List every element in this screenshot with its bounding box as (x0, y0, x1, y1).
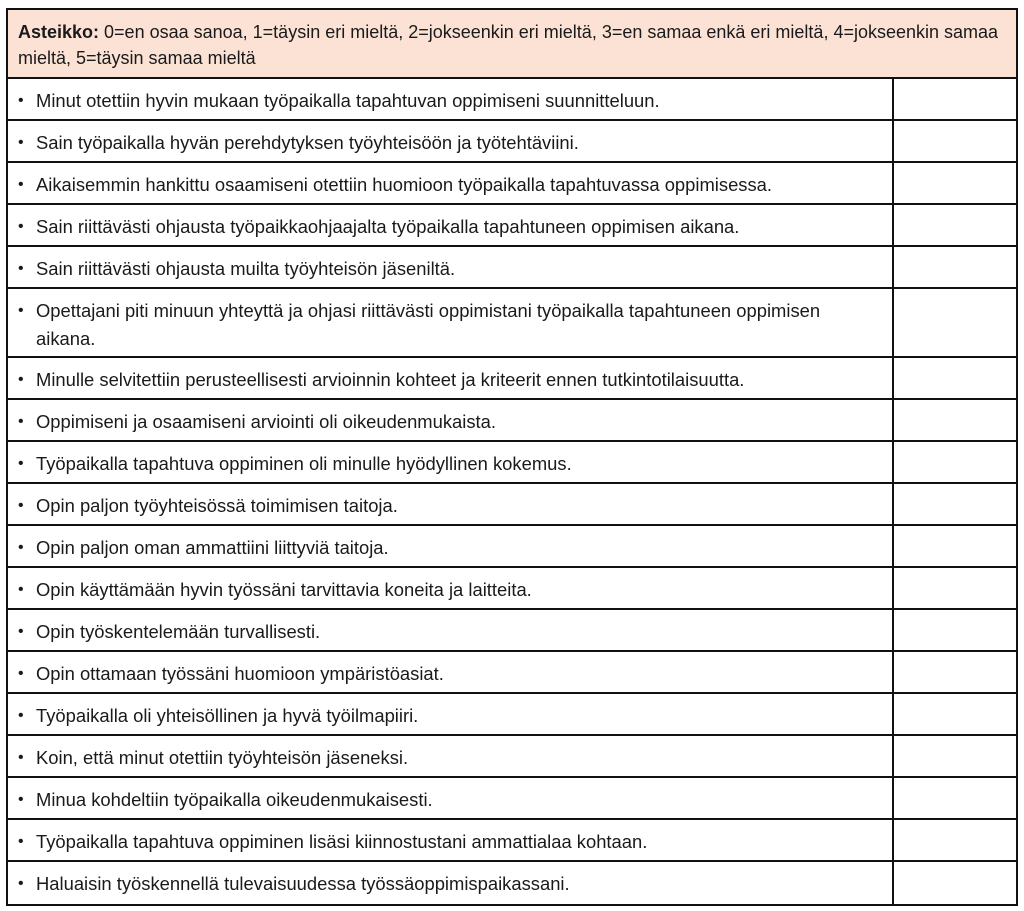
answer-cell[interactable] (894, 736, 1016, 776)
statement-row (8, 400, 1016, 442)
statement-cell (8, 358, 894, 398)
statement-cell (8, 862, 894, 904)
statement-cell (8, 400, 894, 440)
bullet: • (18, 455, 24, 472)
bullet: • (18, 371, 24, 388)
bullet: • (18, 413, 24, 430)
statement-cell (8, 610, 894, 650)
statement-text: Opin paljon työyhteisössä toimimisen taitoja. (36, 495, 398, 516)
statement-text: Koin, että minut otettiin työyhteisön jäseneksi. (36, 747, 409, 768)
answer-cell[interactable] (894, 610, 1016, 650)
bullet: • (18, 539, 24, 556)
bullet: • (18, 875, 24, 892)
statement-cell (8, 484, 894, 524)
statement-row (8, 358, 1016, 400)
statement-text: Sain riittävästi ohjausta muilta työyhteisön jäseniltä. (36, 258, 456, 279)
statement-cell (8, 121, 894, 161)
survey-table (6, 8, 1018, 906)
statement-row (8, 526, 1016, 568)
statement-text: Opin käyttämään hyvin työssäni tarvittavia koneita ja laitteita. (36, 579, 532, 600)
bullet: • (18, 581, 24, 598)
answer-cell[interactable] (894, 484, 1016, 524)
statement-text: Opin paljon oman ammattiini liittyviä taitoja. (36, 537, 389, 558)
statement-row (8, 694, 1016, 736)
bullet: • (18, 218, 24, 235)
statement-text: Sain työpaikalla hyvän perehdytyksen työyhteisöön ja työtehtäviini. (36, 132, 579, 153)
statement-text: Minua kohdeltiin työpaikalla oikeudenmukaisesti. (36, 789, 433, 810)
statement-text: Työpaikalla tapahtuva oppiminen lisäsi kiinnostustani ammattialaa kohtaan. (36, 831, 648, 852)
statement-cell (8, 205, 894, 245)
statement-row (8, 610, 1016, 652)
bullet: • (18, 497, 24, 514)
answer-cell[interactable] (894, 205, 1016, 245)
statement-text: Opin työskentelemään turvallisesti. (36, 621, 321, 642)
statement-row (8, 163, 1016, 205)
answer-cell[interactable] (894, 526, 1016, 566)
statement-cell (8, 163, 894, 203)
answer-cell[interactable] (894, 358, 1016, 398)
bullet: • (18, 176, 24, 193)
statement-row (8, 247, 1016, 289)
statement-text: Sain riittävästi ohjausta työpaikkaohjaajalta työpaikalla tapahtuneen oppimisen aikana. (36, 216, 740, 237)
statement-cell (8, 736, 894, 776)
statement-cell (8, 79, 894, 119)
statement-text: Opettajani piti minuun yhteyttä ja ohjasi riittävästi oppimistani työpaikalla tapahtuneen oppimisen aikana. (36, 300, 821, 349)
statement-row (8, 568, 1016, 610)
statement-cell (8, 247, 894, 287)
bullet: • (18, 749, 24, 766)
scale-label: Asteikko: (18, 22, 100, 42)
statement-cell (8, 289, 894, 356)
answer-cell[interactable] (894, 247, 1016, 287)
answer-cell[interactable] (894, 442, 1016, 482)
bullet: • (18, 623, 24, 640)
statement-row (8, 736, 1016, 778)
statement-row (8, 778, 1016, 820)
statement-row (8, 442, 1016, 484)
answer-cell[interactable] (894, 568, 1016, 608)
scale-header (8, 10, 1016, 79)
bullet: • (18, 92, 24, 109)
statement-row (8, 484, 1016, 526)
statement-cell (8, 778, 894, 818)
answer-cell[interactable] (894, 79, 1016, 119)
statement-row (8, 121, 1016, 163)
bullet: • (18, 260, 24, 277)
statement-text: Minulle selvitettiin perusteellisesti arvioinnin kohteet ja kriteerit ennen tutkintotilaisuutta. (36, 369, 745, 390)
statement-text: Oppimiseni ja osaamiseni arviointi oli oikeudenmukaista. (36, 411, 496, 432)
statement-cell (8, 694, 894, 734)
answer-cell[interactable] (894, 121, 1016, 161)
statement-row (8, 862, 1016, 904)
answer-cell[interactable] (894, 400, 1016, 440)
answer-cell[interactable] (894, 820, 1016, 860)
statement-text: Aikaisemmin hankittu osaamiseni otettiin huomioon työpaikalla tapahtuvassa oppimisessa. (36, 174, 773, 195)
statement-text: Työpaikalla oli yhteisöllinen ja hyvä työilmapiiri. (36, 705, 419, 726)
statement-text: Opin ottamaan työssäni huomioon ympäristöasiat. (36, 663, 444, 684)
scale-description: 0=en osaa sanoa, 1=täysin eri mieltä, 2=jokseenkin eri mieltä, 3=en samaa enkä eri mieltä, 4=jokseenkin samaa mieltä, 5=täysin samaa mieltä (18, 22, 999, 68)
answer-cell[interactable] (894, 652, 1016, 692)
statement-row (8, 652, 1016, 694)
statement-row (8, 205, 1016, 247)
bullet: • (18, 134, 24, 151)
bullet: • (18, 707, 24, 724)
statement-cell (8, 442, 894, 482)
bullet: • (18, 833, 24, 850)
answer-cell[interactable] (894, 694, 1016, 734)
statement-row (8, 820, 1016, 862)
statement-cell (8, 568, 894, 608)
bullet: • (18, 665, 24, 682)
statement-text: Minut otettiin hyvin mukaan työpaikalla tapahtuvan oppimiseni suunnitteluun. (36, 90, 660, 111)
statement-row (8, 289, 1016, 358)
statement-cell (8, 652, 894, 692)
answer-cell[interactable] (894, 163, 1016, 203)
statement-text: Haluaisin työskennellä tulevaisuudessa työssäoppimispaikassani. (36, 873, 570, 894)
statement-text: Työpaikalla tapahtuva oppiminen oli minulle hyödyllinen kokemus. (36, 453, 572, 474)
statement-cell (8, 820, 894, 860)
answer-cell[interactable] (894, 289, 1016, 356)
answer-cell[interactable] (894, 862, 1016, 904)
answer-cell[interactable] (894, 778, 1016, 818)
bullet: • (18, 302, 24, 319)
statement-row (8, 79, 1016, 121)
statement-cell (8, 526, 894, 566)
bullet: • (18, 791, 24, 808)
